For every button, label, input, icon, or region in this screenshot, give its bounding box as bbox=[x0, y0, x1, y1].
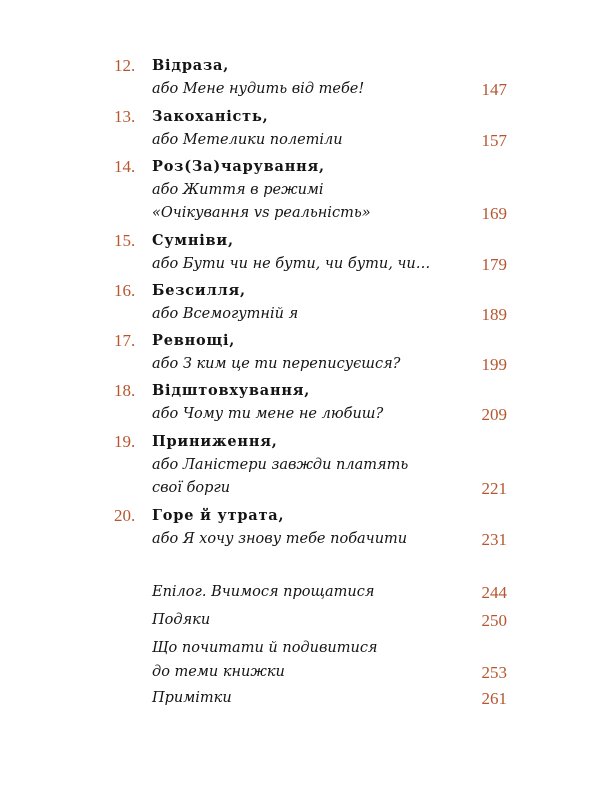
chapter-number: 18. bbox=[114, 381, 136, 400]
page-number: 221 bbox=[481, 479, 507, 498]
chapter-title: Горе й утрата, bbox=[152, 507, 285, 524]
chapter-number: 12. bbox=[114, 56, 136, 75]
page-number: 147 bbox=[481, 80, 507, 99]
chapter-number: 17. bbox=[114, 331, 136, 350]
chapter-subtitle: або Ланістери завжди платять bbox=[152, 457, 409, 473]
chapter-subtitle: або З ким це ти переписуєшся? bbox=[152, 356, 401, 372]
chapter-subtitle: або Я хочу знову тебе побачити bbox=[152, 531, 408, 547]
chapter-number: 19. bbox=[114, 432, 136, 451]
page-number: 179 bbox=[481, 255, 507, 274]
chapter-title: Відраза, bbox=[152, 57, 230, 74]
chapter-title: Безсилля, bbox=[152, 282, 246, 299]
chapter-subtitle: або Метелики полетіли bbox=[152, 132, 343, 148]
page-number: 169 bbox=[481, 204, 507, 223]
chapter-title: Ревнощі, bbox=[152, 332, 236, 349]
page-number: 250 bbox=[481, 611, 507, 630]
entry-title: Подяки bbox=[152, 612, 211, 628]
chapter-subtitle-line-2: свої борги bbox=[152, 480, 231, 496]
page-number: 157 bbox=[481, 131, 507, 150]
chapter-title: Сумніви, bbox=[152, 232, 234, 249]
page-number: 209 bbox=[481, 405, 507, 424]
entry-title-line-2: до теми книжки bbox=[152, 664, 285, 680]
chapter-subtitle: або Чому ти мене не любиш? bbox=[152, 406, 384, 422]
page-number: 189 bbox=[481, 305, 507, 324]
chapter-subtitle: або Мене нудить від тебе! bbox=[152, 81, 365, 97]
chapter-subtitle-line-2: «Очікування vs реальність» bbox=[152, 205, 371, 221]
chapter-number: 16. bbox=[114, 281, 136, 300]
chapter-title: Роз(За)чарування, bbox=[152, 158, 325, 175]
page-number: 261 bbox=[481, 689, 507, 708]
entry-title: Епілог. Вчимося прощатися bbox=[152, 584, 375, 600]
chapter-number: 20. bbox=[114, 506, 136, 525]
chapter-subtitle: або Життя в режимі bbox=[152, 182, 324, 198]
chapter-subtitle: або Бути чи не бути, чи бути, чи… bbox=[152, 256, 431, 272]
chapter-number: 14. bbox=[114, 157, 136, 176]
entry-title: Що почитати й подивитися bbox=[152, 640, 378, 656]
chapter-title: Відштовхування, bbox=[152, 382, 311, 399]
chapter-subtitle: або Всемогутній я bbox=[152, 306, 299, 322]
chapter-number: 13. bbox=[114, 107, 136, 126]
chapter-title: Закоханість, bbox=[152, 108, 269, 125]
chapter-number: 15. bbox=[114, 231, 136, 250]
page-number: 231 bbox=[481, 530, 507, 549]
chapter-title: Приниження, bbox=[152, 433, 278, 450]
page-number: 244 bbox=[481, 583, 507, 602]
page-number: 253 bbox=[481, 663, 507, 682]
entry-title: Примітки bbox=[152, 690, 232, 706]
page-number: 199 bbox=[481, 355, 507, 374]
